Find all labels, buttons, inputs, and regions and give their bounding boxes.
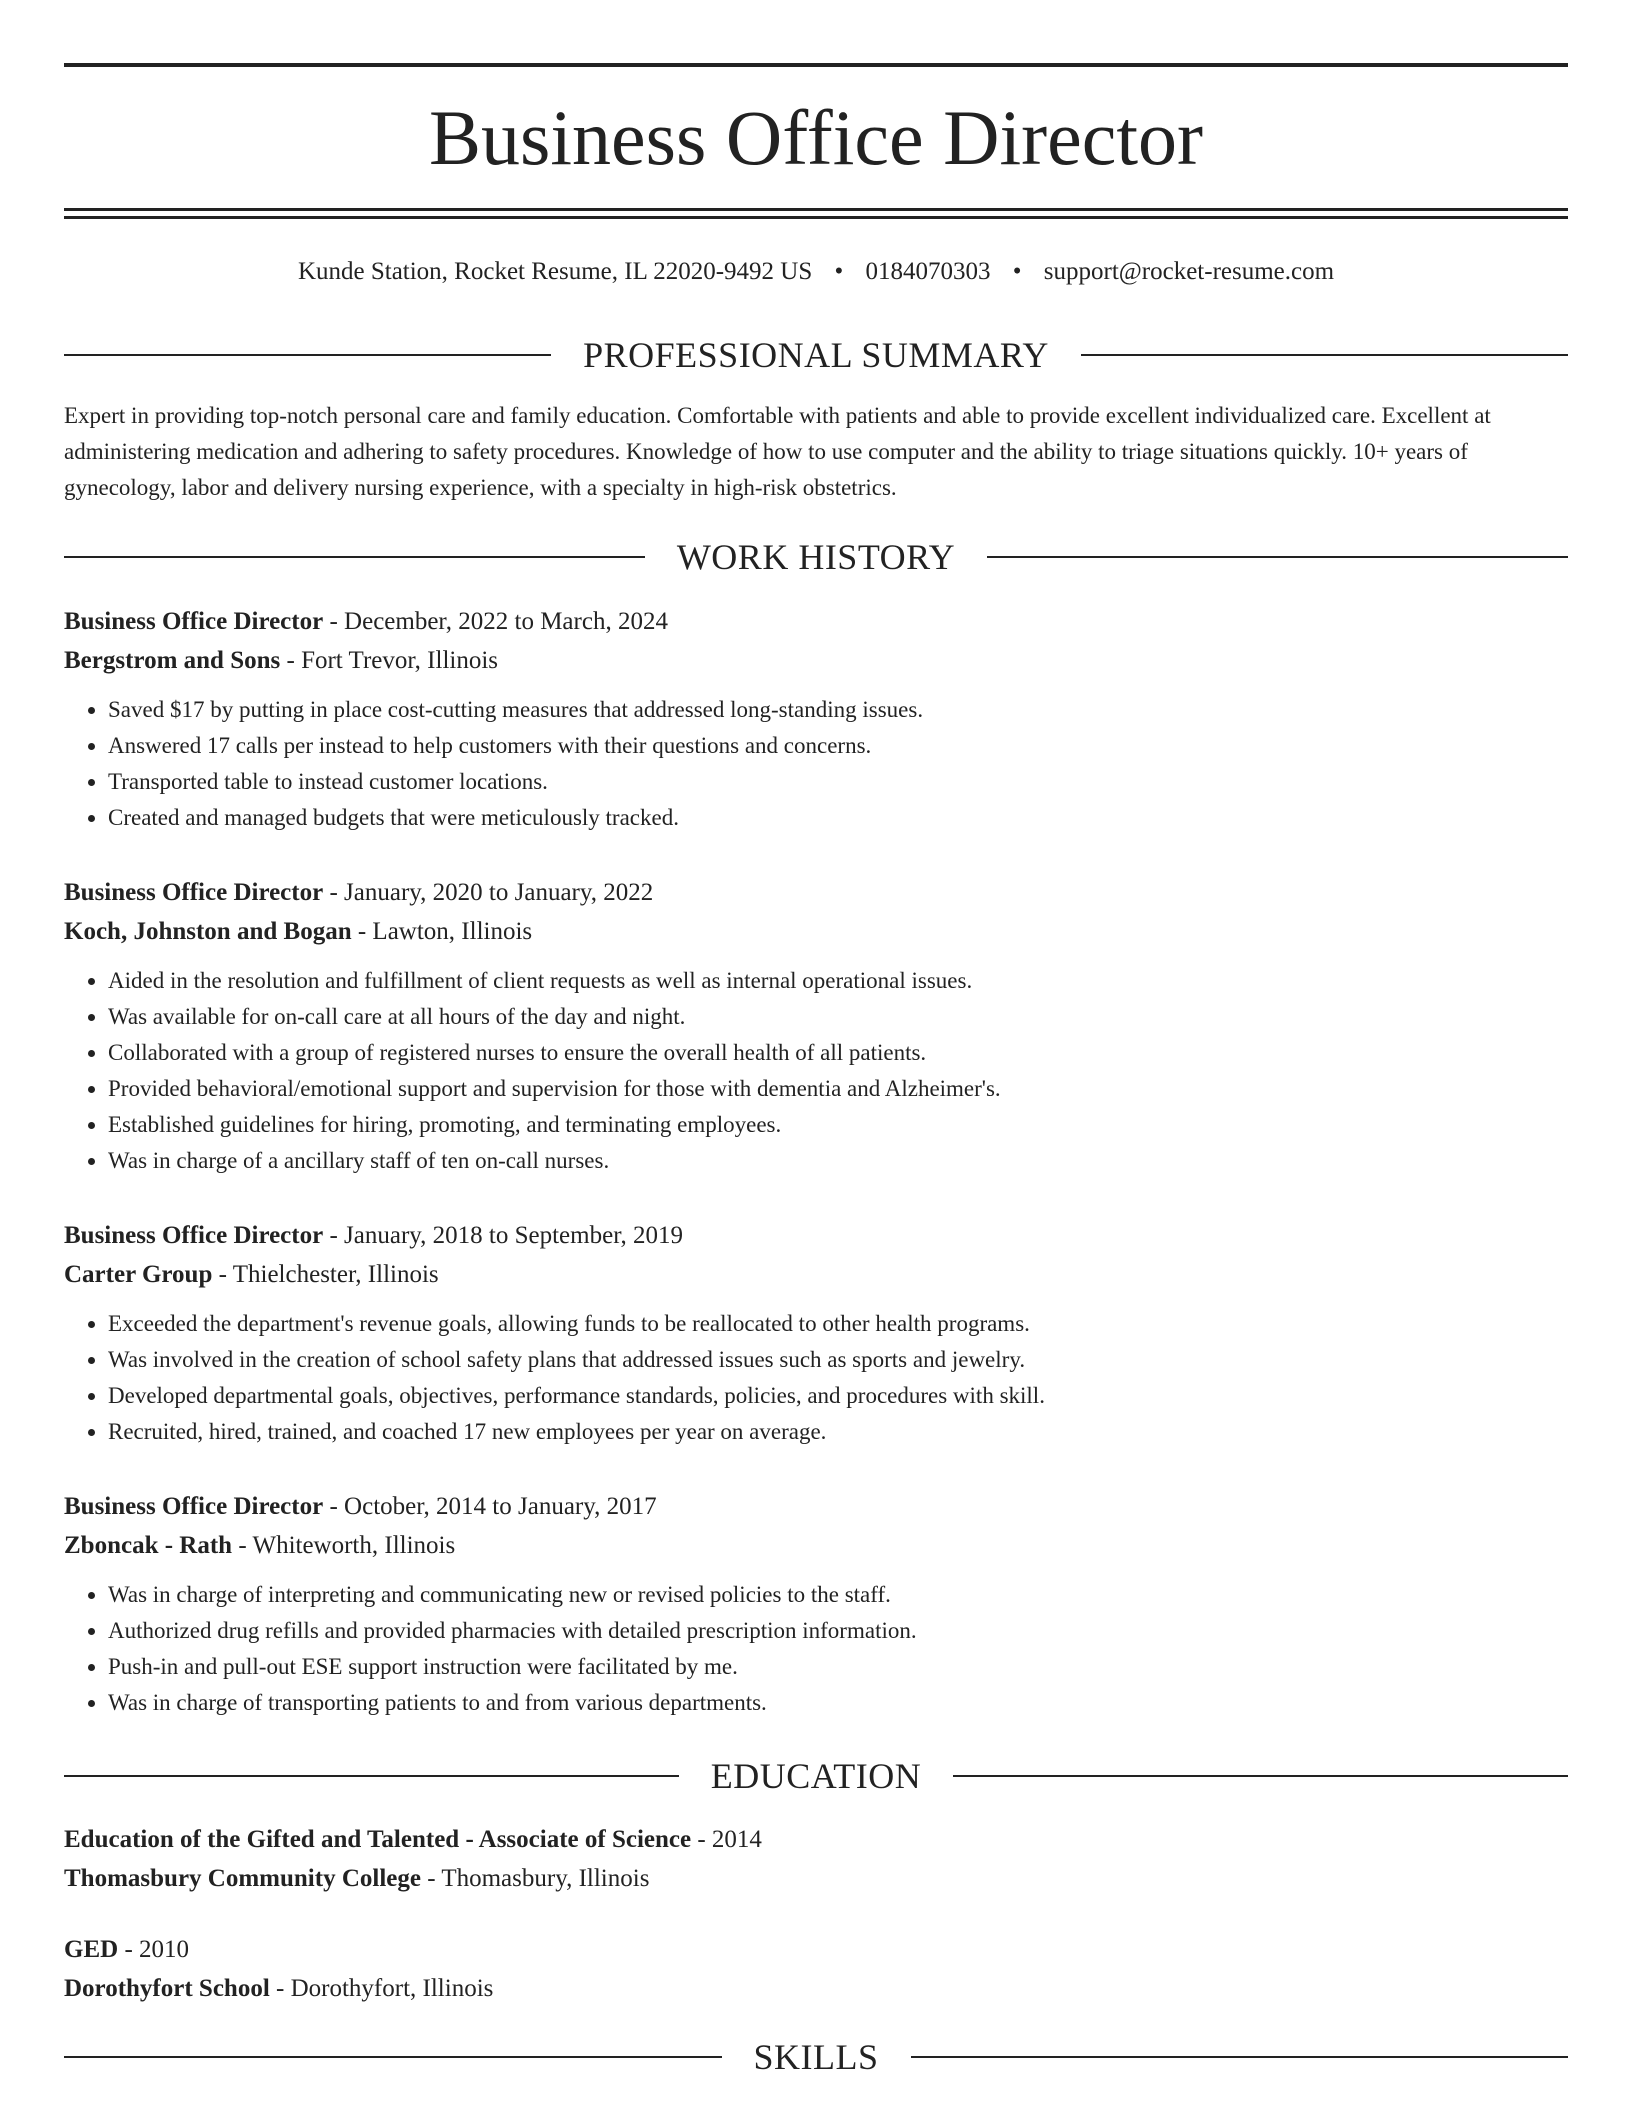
job-bullet: • Collaborated with a group of registered nurses to ensure the overall health of all patients. — [108, 1035, 1568, 1071]
header-double-rule — [64, 208, 1568, 219]
section-heading-work — [64, 534, 1568, 580]
job-company: Zboncak - Rath — [64, 1532, 233, 1559]
summary-text: Expert in providing top-notch personal care and family education. Comfortable with patients and able to provide excellent individualized care. Excellent at administering medication and adhering to safety procedures. Knowledge of how to use computer and the ability to triage situations quickly. 10+ years of gynecology, labor and delivery nursing experience, with a specialty in high-risk obstetrics. — [64, 403, 1491, 500]
header-top-rule — [64, 63, 1568, 67]
contact-phone: 0184070303 — [865, 258, 991, 285]
job-location: - Fort Trevor, Illinois — [280, 647, 499, 674]
education-school: Dorothyfort School — [64, 1975, 270, 2002]
job-company: Carter Group — [64, 1261, 213, 1288]
heading-rule-right — [987, 556, 1568, 558]
job-title-line — [64, 1487, 1568, 1526]
job-bullets — [64, 1577, 1568, 1721]
section-title-skills: SKILLS — [753, 2037, 879, 2077]
job-dates: - October, 2014 to January, 2017 — [323, 1493, 657, 1520]
education-degree-line — [64, 1930, 1568, 1969]
heading-rule-left — [64, 2056, 722, 2058]
job-bullet: • Established guidelines for hiring, promoting, and terminating employees. — [108, 1107, 1568, 1143]
heading-rule-right — [953, 1775, 1568, 1777]
heading-rule-left — [64, 1775, 679, 1777]
education-location: - Thomasbury, Illinois — [420, 1865, 650, 1892]
job-title: Business Office Director — [64, 1493, 324, 1520]
job-bullet: • Aided in the resolution and fulfillment of client requests as well as internal operational issues. — [108, 963, 1568, 999]
education-degree: Education of the Gifted and Talented - Associate of Science — [64, 1826, 692, 1853]
education-year: - 2010 — [118, 1936, 190, 1963]
education-degree: GED — [64, 1936, 119, 1963]
education-school: Thomasbury Community College — [64, 1865, 421, 1892]
job-location: - Thielchester, Illinois — [212, 1261, 439, 1288]
job-dates: - December, 2022 to March, 2024 — [323, 608, 668, 635]
heading-rule-left — [64, 556, 645, 558]
education-school-line — [64, 1969, 1568, 2008]
job-title-line — [64, 873, 1568, 912]
job-title-line — [64, 602, 1568, 641]
education-year: - 2014 — [691, 1826, 762, 1853]
education-degree-line — [64, 1820, 1568, 1859]
job-title: Business Office Director — [64, 608, 324, 635]
job-entry — [64, 1216, 1568, 1450]
job-bullet: • Provided behavioral/emotional support and supervision for those with dementia and Alzheimer's. — [108, 1071, 1568, 1107]
job-bullet: • Was in charge of transporting patients to and from various departments. — [108, 1685, 1568, 1721]
heading-rule-right — [1081, 354, 1568, 356]
job-bullet: • Was available for on-call care at all hours of the day and night. — [108, 999, 1568, 1035]
job-location: - Lawton, Illinois — [351, 918, 533, 945]
job-bullet: • Was in charge of a ancillary staff of ten on-call nurses. — [108, 1143, 1568, 1179]
contact-separator: • — [834, 258, 844, 285]
section-heading-skills — [64, 2034, 1568, 2080]
job-company-line — [64, 641, 1568, 680]
job-bullets — [64, 963, 1568, 1179]
section-title-work: WORK HISTORY — [676, 537, 956, 577]
job-company: Bergstrom and Sons — [64, 647, 281, 674]
job-location: - Whiteworth, Illinois — [232, 1532, 456, 1559]
education-school-line — [64, 1859, 1568, 1898]
education-entry — [64, 1930, 1568, 2008]
contact-address: Kunde Station, Rocket Resume, IL 22020-9492 US — [297, 258, 813, 285]
section-heading-summary — [64, 332, 1568, 378]
job-company: Koch, Johnston and Bogan — [64, 918, 352, 945]
job-dates: - January, 2020 to January, 2022 — [323, 879, 654, 906]
job-entry — [64, 602, 1568, 836]
job-bullet: • Authorized drug refills and provided pharmacies with detailed prescription information. — [108, 1613, 1568, 1649]
job-bullet: • Created and managed budgets that were meticulously tracked. — [108, 800, 1568, 836]
job-bullet: • Saved $17 by putting in place cost-cutting measures that addressed long-standing issues. — [108, 692, 1568, 728]
job-title: Business Office Director — [64, 879, 324, 906]
job-bullet: • Push-in and pull-out ESE support instruction were facilitated by me. — [108, 1649, 1568, 1685]
job-title: Business Office Director — [64, 1222, 324, 1249]
job-bullet: • Transported table to instead customer locations. — [108, 764, 1568, 800]
job-bullet: • Developed departmental goals, objectives, performance standards, policies, and procedures with skill. — [108, 1378, 1568, 1414]
contact-line — [64, 252, 1568, 292]
job-company-line — [64, 912, 1568, 951]
job-bullet: • Was involved in the creation of school safety plans that addressed issues such as sports and jewelry. — [108, 1342, 1568, 1378]
job-bullet: • Answered 17 calls per instead to help customers with their questions and concerns. — [108, 728, 1568, 764]
contact-separator: • — [1012, 258, 1022, 285]
job-entry — [64, 1487, 1568, 1721]
education-location: - Dorothyfort, Illinois — [269, 1975, 494, 2002]
heading-rule-right — [911, 2056, 1569, 2058]
candidate-name: Business Office Director — [428, 94, 1204, 181]
job-title-line — [64, 1216, 1568, 1255]
job-bullets — [64, 1306, 1568, 1450]
job-bullets — [64, 692, 1568, 836]
education-entry — [64, 1820, 1568, 1898]
job-dates: - January, 2018 to September, 2019 — [323, 1222, 684, 1249]
section-title-summary: PROFESSIONAL SUMMARY — [583, 335, 1049, 375]
section-heading-education — [64, 1753, 1568, 1799]
job-bullet: • Exceeded the department's revenue goals, allowing funds to be reallocated to other health programs. — [108, 1306, 1568, 1342]
job-company-line — [64, 1255, 1568, 1294]
job-bullet: • Recruited, hired, trained, and coached 17 new employees per year on average. — [108, 1414, 1568, 1450]
heading-rule-left — [64, 354, 551, 356]
contact-email: support@rocket-resume.com — [1043, 258, 1335, 285]
job-bullet: • Was in charge of interpreting and communicating new or revised policies to the staff. — [108, 1577, 1568, 1613]
job-entry — [64, 873, 1568, 1179]
section-title-education: EDUCATION — [710, 1756, 922, 1796]
job-company-line — [64, 1526, 1568, 1565]
